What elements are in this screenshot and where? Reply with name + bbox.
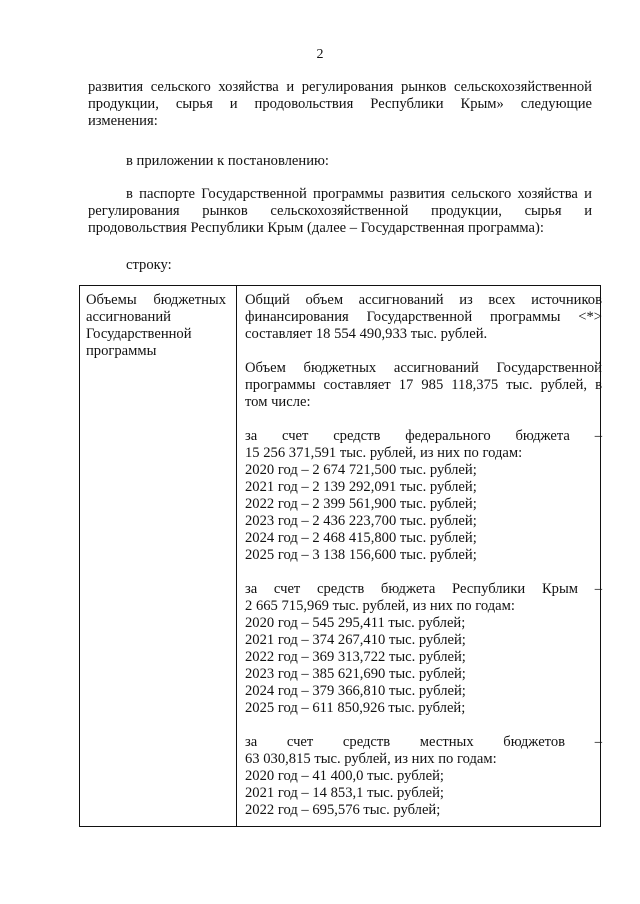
appendix-item: в приложении к постановлению: (126, 153, 329, 169)
table-cell-label (80, 286, 237, 827)
text-line: продукции, сырья и продовольствия Республики Крым» следующие (88, 96, 592, 112)
text-line: 2025 год – 3 138 156,600 тыс. рублей; (245, 547, 477, 563)
text-line: программы (86, 343, 157, 359)
text-line: за счет средств местных бюджетов – (245, 734, 602, 750)
text-line: 2021 год – 374 267,410 тыс. рублей; (245, 632, 466, 648)
text-line: регулирования рынков сельскохозяйственной продукции, сырья и (88, 203, 592, 219)
text-line: Объем бюджетных ассигнований Государственной (245, 360, 602, 376)
text-line: продовольствия Республики Крым (далее – Государственная программа): (88, 220, 544, 236)
text-line: 63 030,815 тыс. рублей, из них по годам: (245, 751, 497, 767)
passport-table (79, 285, 601, 827)
budget-block (245, 360, 602, 411)
text-line: Государственной (86, 326, 192, 342)
text-line: за счет средств федерального бюджета – (245, 428, 602, 444)
total-block (245, 292, 602, 343)
local-block (245, 734, 602, 819)
text-line: 2022 год – 2 399 561,900 тыс. рублей; (245, 496, 477, 512)
text-line: 2022 год – 369 313,722 тыс. рублей; (245, 649, 466, 665)
text-line: программы составляет 17 985 118,375 тыс. рублей, в (245, 377, 602, 393)
intro-paragraph (88, 79, 592, 130)
text-line: 2020 год – 41 400,0 тыс. рублей; (245, 768, 444, 784)
text-line: финансирования Государственной программы <*> (245, 309, 602, 325)
text-line: 2020 год – 545 295,411 тыс. рублей; (245, 615, 466, 631)
text-line: 15 256 371,591 тыс. рублей, из них по годам: (245, 445, 523, 461)
text-line: Общий объем ассигнований из всех источников (245, 292, 602, 308)
page-number: 2 (316, 47, 324, 62)
table-cell-values (237, 286, 601, 827)
text-line: 2023 год – 385 621,690 тыс. рублей; (245, 666, 466, 682)
text-line: 2 665 715,969 тыс. рублей, из них по годам: (245, 598, 515, 614)
text-line: Объемы бюджетных (86, 292, 226, 308)
crimea-block (245, 581, 602, 717)
text-line: 2021 год – 2 139 292,091 тыс. рублей; (245, 479, 477, 495)
row-item: строку: (126, 257, 172, 273)
federal-block (245, 428, 602, 564)
passport-paragraph (88, 186, 592, 237)
text-line: том числе: (245, 394, 311, 410)
text-line: 2024 год – 379 366,810 тыс. рублей; (245, 683, 466, 699)
text-line: 2025 год – 611 850,926 тыс. рублей; (245, 700, 466, 716)
text-line: 2021 год – 14 853,1 тыс. рублей; (245, 785, 444, 801)
table-row (80, 286, 601, 827)
text-line: 2023 год – 2 436 223,700 тыс. рублей; (245, 513, 477, 529)
text-line: за счет средств бюджета Республики Крым – (245, 581, 602, 597)
text-line: в паспорте Государственной программы развития сельского хозяйства и (126, 186, 592, 202)
text-line: изменения: (88, 113, 158, 129)
text-line: развития сельского хозяйства и регулирования рынков сельскохозяйственной (88, 79, 592, 95)
text-line: 2024 год – 2 468 415,800 тыс. рублей; (245, 530, 477, 546)
text-line: 2020 год – 2 674 721,500 тыс. рублей; (245, 462, 477, 478)
text-line: 2022 год – 695,576 тыс. рублей; (245, 802, 441, 818)
text-line: ассигнований (86, 309, 171, 325)
text-line: составляет 18 554 490,933 тыс. рублей. (245, 326, 488, 342)
